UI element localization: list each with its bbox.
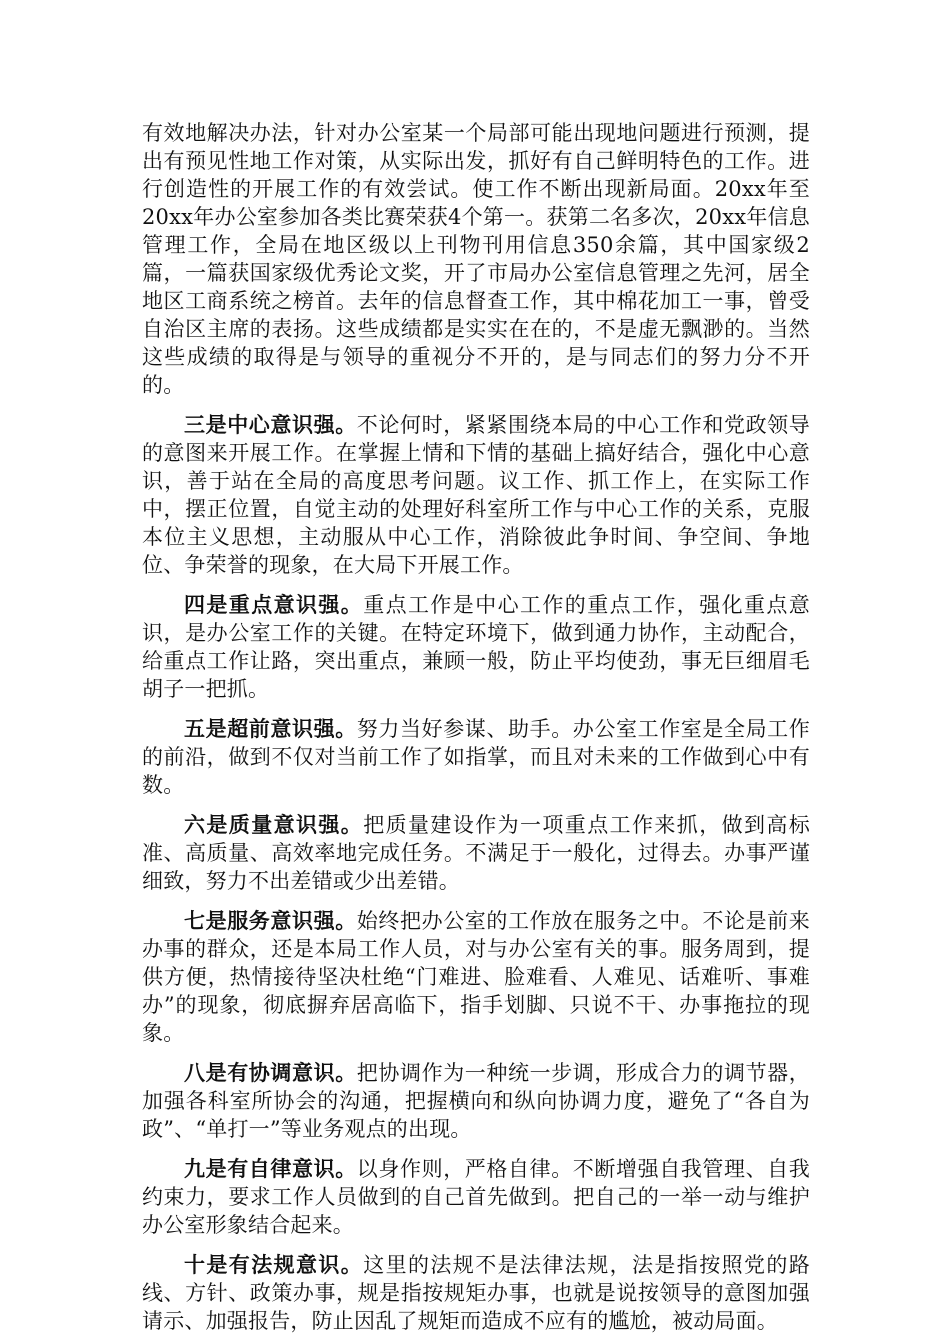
paragraph-coordination-awareness bbox=[142, 1059, 810, 1143]
paragraph-regulation-awareness bbox=[142, 1251, 810, 1335]
paragraph-body: 不论何时，紧紧围绕本局的中心工作和党政领导的意图来开展工作。在掌握上情和下情的基础上搞好结合，强化中心意识，善于站在全局的高度思考问题。议工作、抓工作上，在实际工作中，摆正位置，自觉主动的处理好科室所工作与中心工作的关系，克服本位主义思想，主动服从中心工作，消除彼此争时间、争空间、争地位、争荣誉的现象，在大局下开展工作。 bbox=[142, 413, 810, 577]
paragraph-lead: 七是服务意识强。 bbox=[184, 908, 357, 933]
paragraph-key-awareness bbox=[142, 591, 810, 703]
paragraph-body: 有效地解决办法，针对办公室某一个局部可能出现地问题进行预测，提出有预见性地工作对策，从实际出发，抓好有自己鲜明特色的工作。进行创造性的开展工作的有效尝试。使工作不断出现新局面。20xx年至20xx年办公室参加各类比赛荣获4个第一。获第二名多次，20xx年信息管理工作，全局在地区级以上刊物刊用信息350余篇，其中国家级2篇，一篇获国家级优秀论文奖，开了市局办公室信息管理之先河，居全地区工商系统之榜首。去年的信息督查工作，其中棉花加工一事，曾受自治区主席的表扬。这些成绩都是实实在在的，不是虚无飘渺的。当然这些成绩的取得是与领导的重视分不开的，是与同志们的努力分不开的。 bbox=[142, 121, 810, 397]
paragraph-body: 这里的法规不是法律法规，法是指按照党的路线、方针、政策办事，规是指按规矩办事，也就是说按领导的意图加强请示、加强报告，防止因乱了规矩而造成不应有的尴尬，被动局面。 bbox=[142, 1253, 810, 1333]
paragraph-lead: 六是质量意识强。 bbox=[184, 812, 364, 837]
paragraph-quality-awareness bbox=[142, 811, 810, 895]
paragraph-self-discipline-awareness bbox=[142, 1155, 810, 1239]
paragraph-lead: 四是重点意识强。 bbox=[184, 592, 364, 617]
paragraph-center-awareness bbox=[142, 411, 810, 579]
paragraph-service-awareness bbox=[142, 907, 810, 1047]
document-body bbox=[142, 119, 810, 1335]
paragraph-lead: 九是有自律意识。 bbox=[184, 1156, 357, 1181]
paragraph-lead: 三是中心意识强。 bbox=[184, 412, 357, 437]
paragraph-lead: 八是有协调意识。 bbox=[184, 1060, 357, 1085]
paragraph-body: 努力当好参谋、助手。办公室工作室是全局工作的前沿，做到不仅对当前工作了如指掌，而且对未来的工作做到心中有数。 bbox=[142, 717, 810, 797]
paragraph-body: 把协调作为一种统一步调，形成合力的调节器，加强各科室所协会的沟通，把握横向和纵向协调力度，避免了“各自为政”、“单打一”等业务观点的出现。 bbox=[142, 1061, 810, 1141]
paragraph-body: 始终把办公室的工作放在服务之中。不论是前来办事的群众，还是本局工作人员，对与办公室有关的事。服务周到，提供方便，热情接待坚决杜绝“门难进、脸难看、人难见、话难听、事难办”的现象，彻底摒弃居高临下，指手划脚、只说不干、办事拖拉的现象。 bbox=[142, 909, 810, 1045]
paragraph-continuation bbox=[142, 119, 810, 399]
paragraph-body: 以身作则，严格自律。不断增强自我管理、自我约束力，要求工作人员做到的自己首先做到。把自己的一举一动与维护办公室形象结合起来。 bbox=[142, 1157, 810, 1237]
paragraph-lead: 五是超前意识强。 bbox=[184, 716, 357, 741]
paragraph-forward-awareness bbox=[142, 715, 810, 799]
paragraph-body: 重点工作是中心工作的重点工作，强化重点意识，是办公室工作的关键。在特定环境下，做到通力协作，主动配合，给重点工作让路，突出重点，兼顾一般，防止平均使劲，事无巨细眉毛胡子一把抓。 bbox=[142, 593, 810, 701]
paragraph-body: 把质量建设作为一项重点工作来抓，做到高标准、高质量、高效率地完成任务。不满足于一般化，过得去。办事严谨细致，努力不出差错或少出差错。 bbox=[142, 813, 810, 893]
paragraph-lead: 十是有法规意识。 bbox=[184, 1252, 364, 1277]
